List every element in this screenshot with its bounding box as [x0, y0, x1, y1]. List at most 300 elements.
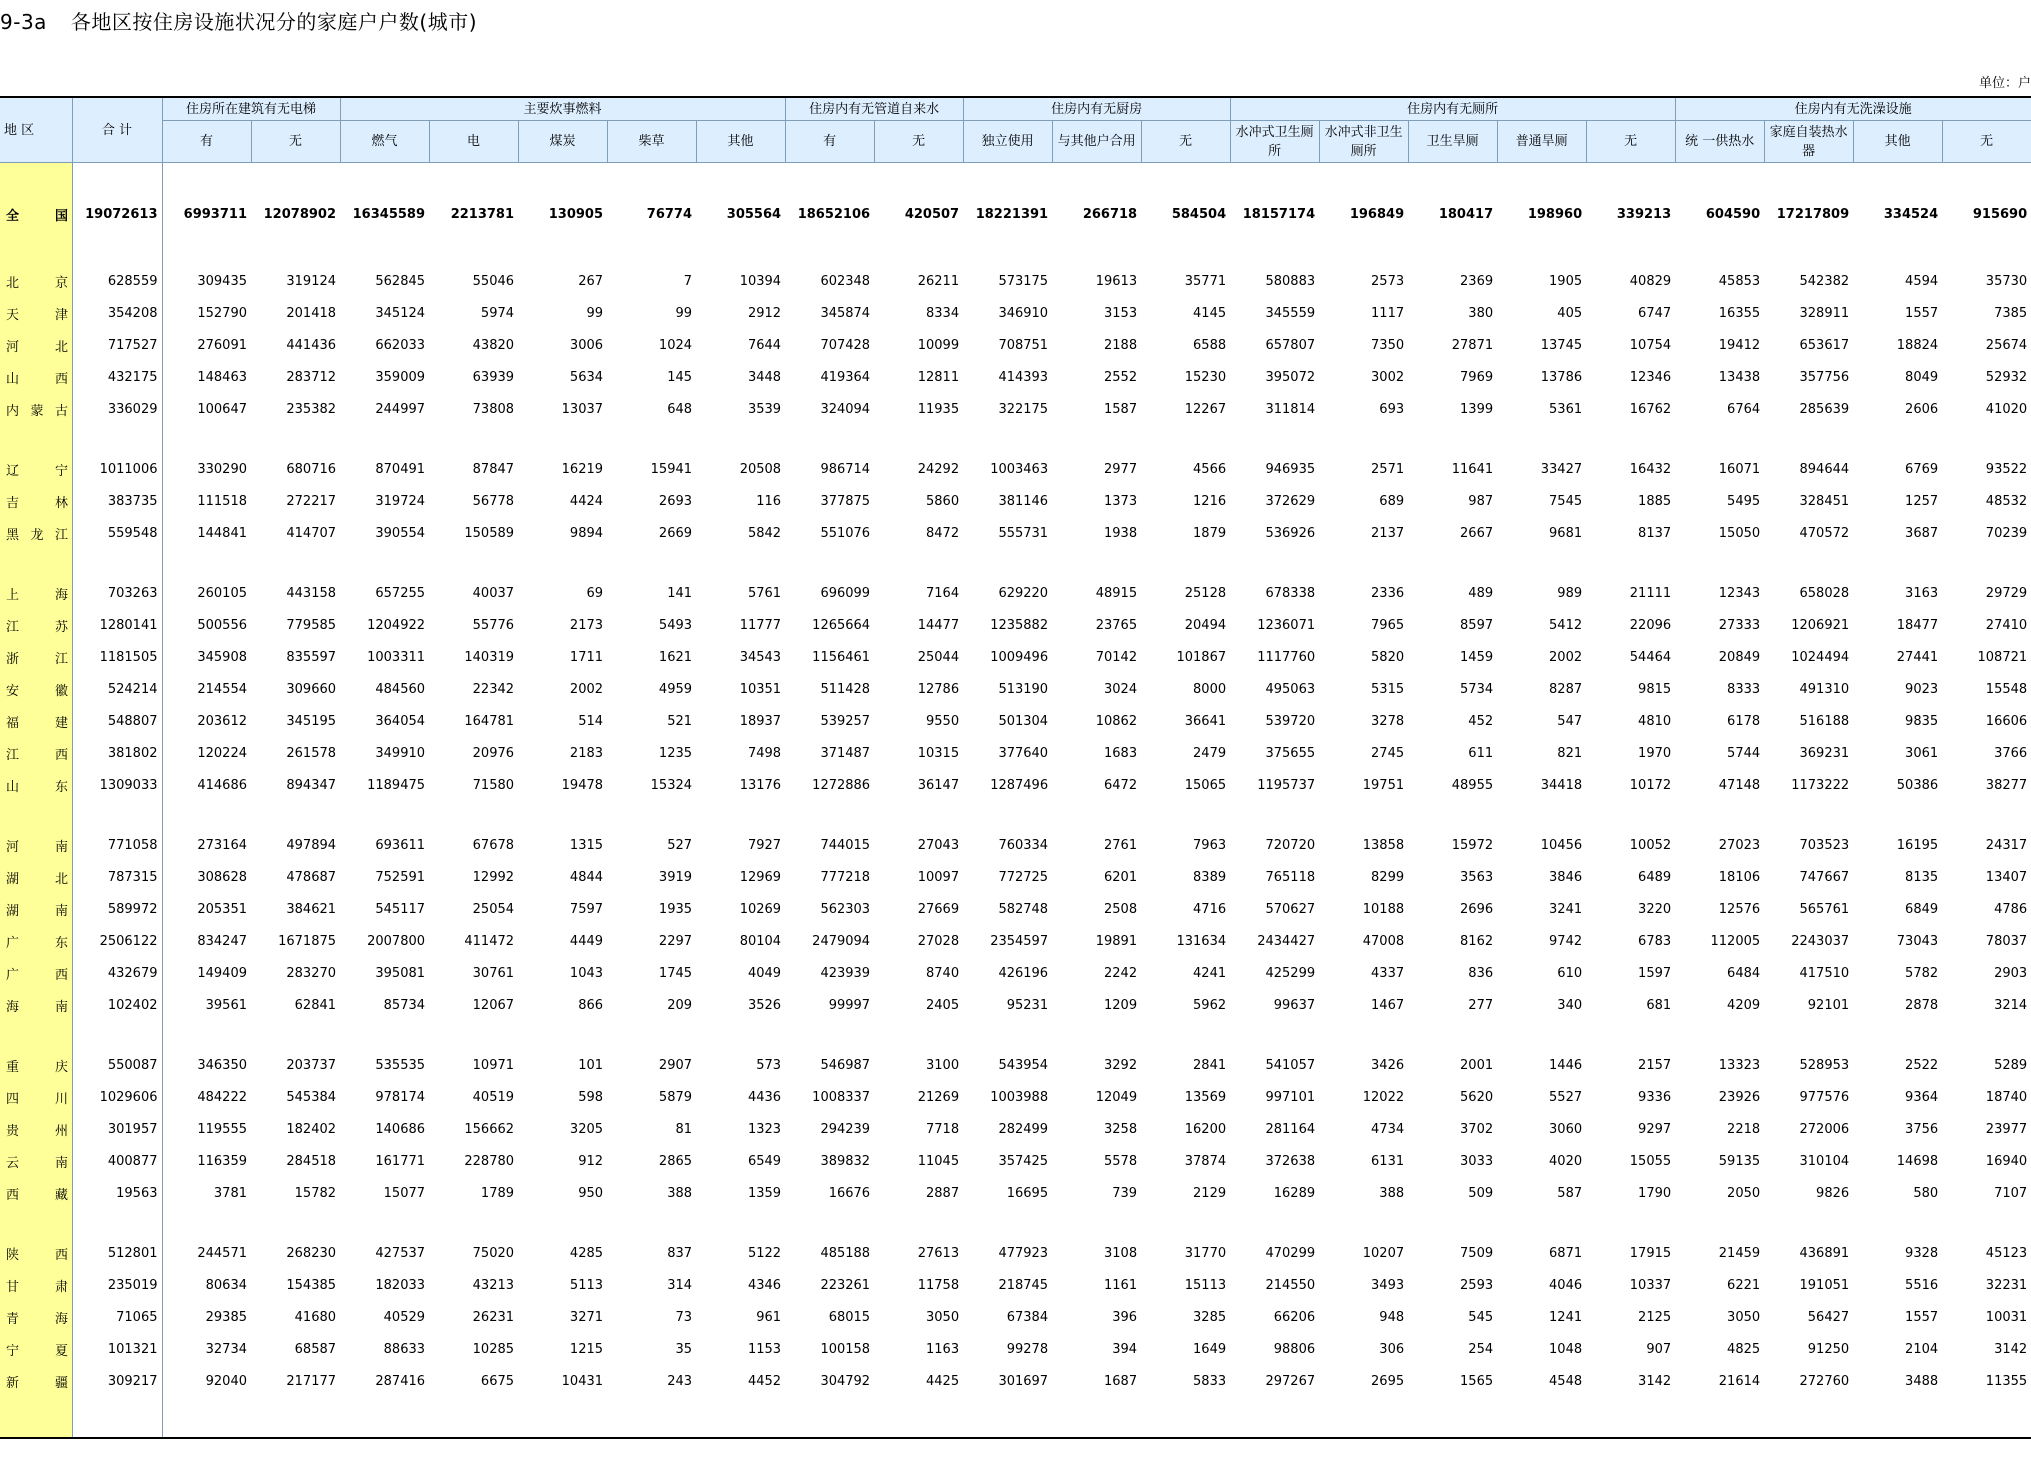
value-cell: 334524: [1883, 206, 1939, 222]
value-cell: 423939: [820, 965, 871, 981]
value-cell: 2434427: [1257, 933, 1316, 949]
value-cell: 371487: [820, 745, 871, 761]
table-row: [0, 641, 2031, 673]
table-row: [0, 609, 2031, 641]
value-cell: 3060: [1549, 1121, 1583, 1137]
value-cell: 521: [667, 713, 693, 729]
subheader-cell: 水冲式卫生厕所: [1230, 121, 1319, 163]
value-cell: 8334: [926, 305, 960, 321]
value-cell: 2667: [1460, 525, 1494, 541]
value-cell: 2903: [1994, 965, 2028, 981]
region-name: 全 国: [6, 208, 68, 224]
header-total: 合 计: [72, 97, 162, 163]
value-cell: 87847: [472, 461, 515, 477]
value-cell: 3563: [1460, 869, 1494, 885]
value-cell: 1935: [658, 901, 693, 917]
value-cell: 528953: [1799, 1057, 1850, 1073]
region-cell: [0, 1237, 72, 1269]
value-cell: 377875: [820, 493, 871, 509]
value-cell: 3526: [747, 997, 782, 1013]
value-cell: 2977: [1104, 461, 1138, 477]
value-cell: 9742: [1549, 933, 1583, 949]
value-cell: 372638: [1265, 1153, 1316, 1169]
group-toilet: 住房内有无厕所: [1230, 97, 1675, 121]
value-cell: 573: [756, 1057, 782, 1073]
value-cell: 4449: [569, 933, 604, 949]
value-cell: 305564: [726, 206, 782, 222]
value-cell: 349910: [375, 745, 426, 761]
value-cell: 8740: [926, 965, 960, 981]
value-cell: 545: [1468, 1309, 1494, 1325]
value-cell: 3781: [213, 1185, 247, 1201]
value-cell: 120224: [197, 745, 247, 761]
group-elevator: 住房所在建筑有无电梯: [162, 97, 340, 121]
value-cell: 681: [1646, 997, 1672, 1013]
region-cell: [0, 829, 72, 861]
value-cell: 10207: [1362, 1245, 1405, 1261]
value-cell: 10456: [1540, 837, 1583, 853]
total-cell: 559548: [72, 517, 162, 549]
value-cell: 15972: [1451, 837, 1494, 853]
value-cell: 10097: [917, 869, 960, 885]
value-cell: 1789: [480, 1185, 515, 1201]
value-cell: 14477: [917, 617, 960, 633]
spacer-row: [0, 549, 2031, 577]
spacer-row: [0, 233, 2031, 265]
value-cell: 281164: [1265, 1121, 1316, 1137]
table-row: [0, 769, 2031, 801]
value-cell: 7: [683, 273, 693, 289]
value-cell: 495063: [1265, 681, 1316, 697]
value-cell: 38277: [1985, 777, 2028, 793]
value-cell: 345195: [286, 713, 337, 729]
value-cell: 4452: [747, 1373, 782, 1389]
value-cell: 6178: [1727, 713, 1761, 729]
value-cell: 2002: [1549, 649, 1583, 665]
value-cell: 2479: [1193, 745, 1227, 761]
value-cell: 73043: [1896, 933, 1939, 949]
region-name: 浙 江: [6, 651, 68, 667]
value-cell: 5634: [569, 369, 604, 385]
region-cell: [0, 453, 72, 485]
value-cell: 772725: [998, 869, 1049, 885]
total-cell: 589972: [72, 893, 162, 925]
value-cell: 414686: [197, 777, 247, 793]
value-cell: 15055: [1629, 1153, 1672, 1169]
value-cell: 16606: [1985, 713, 2028, 729]
value-cell: 491310: [1799, 681, 1850, 697]
value-cell: 2297: [658, 933, 693, 949]
value-cell: 8333: [1727, 681, 1761, 697]
value-cell: 99: [586, 305, 604, 321]
value-cell: 11758: [917, 1277, 960, 1293]
value-cell: 1557: [1905, 305, 1939, 321]
value-cell: 2693: [658, 493, 693, 509]
value-cell: 777218: [820, 869, 871, 885]
value-cell: 18157174: [1242, 206, 1316, 222]
value-cell: 946935: [1265, 461, 1316, 477]
value-cell: 5495: [1727, 493, 1761, 509]
value-cell: 8137: [1638, 525, 1672, 541]
value-cell: 164781: [464, 713, 515, 729]
value-cell: 395081: [375, 965, 426, 981]
table-row: [0, 1145, 2031, 1177]
value-cell: 1879: [1193, 525, 1227, 541]
region-name: 海 南: [6, 999, 68, 1015]
value-cell: 836: [1468, 965, 1494, 981]
value-cell: 375655: [1265, 745, 1316, 761]
value-cell: 5860: [926, 493, 960, 509]
value-cell: 23765: [1095, 617, 1138, 633]
value-cell: 31770: [1184, 1245, 1227, 1261]
value-cell: 273164: [197, 837, 247, 853]
value-cell: 1905: [1549, 273, 1583, 289]
value-cell: 414707: [286, 525, 337, 541]
value-cell: 322175: [998, 401, 1049, 417]
value-cell: 3292: [1104, 1057, 1138, 1073]
subheader-cell: 有: [162, 121, 251, 163]
value-cell: 18937: [739, 713, 782, 729]
value-cell: 27669: [917, 901, 960, 917]
value-cell: 48532: [1985, 493, 2028, 509]
value-cell: 9297: [1638, 1121, 1672, 1137]
value-cell: 10337: [1629, 1277, 1672, 1293]
value-cell: 779585: [286, 617, 337, 633]
value-cell: 359009: [375, 369, 426, 385]
value-cell: 285639: [1799, 401, 1850, 417]
table-row: [0, 673, 2031, 705]
value-cell: 21269: [917, 1089, 960, 1105]
value-cell: 99997: [828, 997, 871, 1013]
region-name: 四 川: [6, 1091, 68, 1107]
subheader-cell: 煤炭: [518, 121, 607, 163]
total-cell: 512801: [72, 1237, 162, 1269]
region-cell: [0, 1301, 72, 1333]
value-cell: 545384: [286, 1089, 337, 1105]
value-cell: 9328: [1905, 1245, 1939, 1261]
value-cell: 112005: [1710, 933, 1761, 949]
value-cell: 3766: [1994, 745, 2028, 761]
value-cell: 182402: [286, 1121, 337, 1137]
region-name: 重 庆: [6, 1059, 68, 1075]
value-cell: 283712: [286, 369, 337, 385]
region-name: 上 海: [6, 587, 68, 603]
value-cell: 9336: [1638, 1089, 1672, 1105]
group-bath: 住房内有无洗澡设施: [1675, 97, 2031, 121]
value-cell: 5962: [1193, 997, 1227, 1013]
value-cell: 16940: [1985, 1153, 2028, 1169]
total-cell: 2506122: [72, 925, 162, 957]
value-cell: 1265664: [812, 617, 871, 633]
value-cell: 977576: [1799, 1089, 1850, 1105]
value-cell: 345559: [1265, 305, 1316, 321]
value-cell: 4810: [1638, 713, 1672, 729]
value-cell: 396: [1112, 1309, 1138, 1325]
value-cell: 1209: [1104, 997, 1138, 1013]
value-cell: 67678: [472, 837, 515, 853]
value-cell: 100158: [820, 1341, 871, 1357]
value-cell: 76774: [646, 206, 693, 222]
table-row: [0, 1269, 2031, 1301]
value-cell: 565761: [1799, 901, 1850, 917]
value-cell: 1236071: [1257, 617, 1316, 633]
total-cell: 548807: [72, 705, 162, 737]
region-cell: [0, 1145, 72, 1177]
value-cell: 6849: [1905, 901, 1939, 917]
region-name: 广 西: [6, 967, 68, 983]
value-cell: 267: [578, 273, 604, 289]
value-cell: 2508: [1104, 901, 1138, 917]
value-cell: 306: [1379, 1341, 1405, 1357]
value-cell: 29729: [1985, 585, 2028, 601]
value-cell: 443158: [286, 585, 337, 601]
value-cell: 562845: [375, 273, 426, 289]
spacer-row: [0, 801, 2031, 829]
region-name: 河 南: [6, 839, 68, 855]
value-cell: 156662: [464, 1121, 515, 1137]
region-name: 西 藏: [6, 1187, 68, 1203]
value-cell: 7965: [1371, 617, 1405, 633]
value-cell: 10285: [472, 1341, 515, 1357]
value-cell: 3002: [1371, 369, 1405, 385]
value-cell: 9681: [1549, 525, 1583, 541]
value-cell: 33427: [1540, 461, 1583, 477]
region-name: 云 南: [6, 1155, 68, 1171]
value-cell: 8472: [926, 525, 960, 541]
value-cell: 1241: [1549, 1309, 1583, 1325]
value-cell: 546987: [820, 1057, 871, 1073]
value-cell: 6747: [1638, 305, 1672, 321]
value-cell: 1790: [1638, 1185, 1672, 1201]
value-cell: 43820: [472, 337, 515, 353]
value-cell: 80104: [739, 933, 782, 949]
value-cell: 527: [667, 837, 693, 853]
value-cell: 3241: [1549, 901, 1583, 917]
value-cell: 15941: [650, 461, 693, 477]
value-cell: 92101: [1807, 997, 1850, 1013]
value-cell: 8135: [1905, 869, 1939, 885]
value-cell: 141: [667, 585, 693, 601]
subheader-cell: 电: [429, 121, 518, 163]
value-cell: 140319: [464, 649, 515, 665]
value-cell: 3756: [1905, 1121, 1939, 1137]
value-cell: 10269: [739, 901, 782, 917]
value-cell: 3108: [1104, 1245, 1138, 1261]
value-cell: 3488: [1905, 1373, 1939, 1389]
region-cell: [0, 989, 72, 1021]
value-cell: 43213: [472, 1277, 515, 1293]
value-cell: 13407: [1985, 869, 2028, 885]
value-cell: 381146: [998, 493, 1049, 509]
region-cell: [0, 393, 72, 425]
value-cell: 116: [756, 493, 782, 509]
value-cell: 182033: [375, 1277, 426, 1293]
table-row: [0, 195, 2031, 233]
value-cell: 394: [1112, 1341, 1138, 1357]
region-cell: [0, 1333, 72, 1365]
value-cell: 2841: [1193, 1057, 1227, 1073]
value-cell: 66206: [1273, 1309, 1316, 1325]
value-cell: 12343: [1718, 585, 1761, 601]
region-name: 河 北: [6, 339, 68, 355]
value-cell: 5620: [1460, 1089, 1494, 1105]
value-cell: 16676: [828, 1185, 871, 1201]
table-row: [0, 957, 2031, 989]
value-cell: 36147: [917, 777, 960, 793]
value-cell: 12992: [472, 869, 515, 885]
value-cell: 5842: [747, 525, 782, 541]
value-cell: 2669: [658, 525, 693, 541]
value-cell: 987: [1468, 493, 1494, 509]
value-cell: 297267: [1265, 1373, 1316, 1389]
value-cell: 2001: [1460, 1057, 1494, 1073]
value-cell: 16432: [1629, 461, 1672, 477]
table-row: [0, 517, 2031, 549]
value-cell: 2050: [1727, 1185, 1761, 1201]
table-row: [0, 893, 2031, 925]
value-cell: 7545: [1549, 493, 1583, 509]
value-cell: 2213781: [450, 206, 515, 222]
value-cell: 217177: [286, 1373, 337, 1389]
total-cell: 336029: [72, 393, 162, 425]
subheader-cell: 燃气: [340, 121, 429, 163]
value-cell: 602348: [820, 273, 871, 289]
value-cell: 308628: [197, 869, 247, 885]
value-cell: 34418: [1540, 777, 1583, 793]
value-cell: 16345589: [352, 206, 426, 222]
value-cell: 411472: [464, 933, 515, 949]
value-cell: 15077: [383, 1185, 426, 1201]
subheader-cell: 柴草: [607, 121, 696, 163]
total-cell: 787315: [72, 861, 162, 893]
spacer-row: [0, 1209, 2031, 1237]
value-cell: 287416: [375, 1373, 426, 1389]
value-cell: 3278: [1371, 713, 1405, 729]
value-cell: 5113: [569, 1277, 604, 1293]
value-cell: 821: [1557, 745, 1583, 761]
value-cell: 12022: [1362, 1089, 1405, 1105]
value-cell: 707428: [820, 337, 871, 353]
value-cell: 4844: [569, 869, 604, 885]
value-cell: 78037: [1985, 933, 2028, 949]
value-cell: 11935: [917, 401, 960, 417]
value-cell: 1257: [1905, 493, 1939, 509]
value-cell: 328911: [1799, 305, 1850, 321]
value-cell: 8162: [1460, 933, 1494, 949]
region-name: 天 津: [6, 307, 68, 323]
value-cell: 13858: [1362, 837, 1405, 853]
region-cell: [0, 957, 72, 989]
value-cell: 5516: [1905, 1277, 1939, 1293]
subheader-cell: 独立使用: [963, 121, 1052, 163]
value-cell: 35730: [1985, 273, 2028, 289]
region-name: 福 建: [6, 715, 68, 731]
value-cell: 5879: [658, 1089, 693, 1105]
value-cell: 10862: [1095, 713, 1138, 729]
value-cell: 1173222: [1791, 777, 1850, 793]
value-cell: 16695: [1006, 1185, 1049, 1201]
value-cell: 9023: [1905, 681, 1939, 697]
value-cell: 20508: [739, 461, 782, 477]
value-cell: 866: [578, 997, 604, 1013]
table-row: [0, 737, 2031, 769]
value-cell: 1399: [1460, 401, 1494, 417]
value-cell: 5974: [480, 305, 515, 321]
table-row: [0, 453, 2031, 485]
value-cell: 477923: [998, 1245, 1049, 1261]
value-cell: 6472: [1104, 777, 1138, 793]
value-cell: 7509: [1460, 1245, 1494, 1261]
value-cell: 10315: [917, 745, 960, 761]
value-cell: 9550: [926, 713, 960, 729]
value-cell: 59135: [1718, 1153, 1761, 1169]
value-cell: 6221: [1727, 1277, 1761, 1293]
value-cell: 88633: [383, 1341, 426, 1357]
value-cell: 13176: [739, 777, 782, 793]
value-cell: 1649: [1193, 1341, 1227, 1357]
value-cell: 1235882: [990, 617, 1049, 633]
value-cell: 12346: [1629, 369, 1672, 385]
value-cell: 67384: [1006, 1309, 1049, 1325]
value-cell: 101: [578, 1057, 604, 1073]
value-cell: 1597: [1638, 965, 1672, 981]
value-cell: 610: [1557, 965, 1583, 981]
value-cell: 228780: [464, 1153, 515, 1169]
value-cell: 2912: [747, 305, 782, 321]
value-cell: 8049: [1905, 369, 1939, 385]
value-cell: 13037: [561, 401, 604, 417]
value-cell: 294239: [820, 1121, 871, 1137]
value-cell: 12267: [1184, 401, 1227, 417]
value-cell: 12969: [739, 869, 782, 885]
value-cell: 7350: [1371, 337, 1405, 353]
table-row: [0, 1113, 2031, 1145]
value-cell: 17915: [1629, 1245, 1672, 1261]
value-cell: 218745: [998, 1277, 1049, 1293]
value-cell: 4594: [1905, 273, 1939, 289]
region-cell: [0, 297, 72, 329]
value-cell: 484560: [375, 681, 426, 697]
value-cell: 1235: [658, 745, 693, 761]
table-row: [0, 361, 2031, 393]
value-cell: 978174: [375, 1089, 426, 1105]
value-cell: 678338: [1265, 585, 1316, 601]
region-name: 湖 北: [6, 871, 68, 887]
value-cell: 48915: [1095, 585, 1138, 601]
total-cell: 102402: [72, 989, 162, 1021]
subheader-cell: 无: [1141, 121, 1230, 163]
value-cell: 539720: [1265, 713, 1316, 729]
value-cell: 4548: [1549, 1373, 1583, 1389]
value-cell: 3050: [926, 1309, 960, 1325]
value-cell: 997101: [1265, 1089, 1316, 1105]
table-row: [0, 265, 2031, 297]
value-cell: 93522: [1985, 461, 2028, 477]
table-row: [0, 393, 2031, 425]
value-cell: 17217809: [1776, 206, 1850, 222]
value-cell: 1003311: [367, 649, 426, 665]
value-cell: 328451: [1799, 493, 1850, 509]
value-cell: 29385: [205, 1309, 247, 1325]
value-cell: 961: [756, 1309, 782, 1325]
region-cell: [0, 329, 72, 361]
total-cell: 400877: [72, 1145, 162, 1177]
data-table: [0, 96, 2031, 1439]
value-cell: 56778: [472, 493, 515, 509]
value-cell: 4241: [1193, 965, 1227, 981]
region-cell: [0, 641, 72, 673]
value-cell: 6769: [1905, 461, 1939, 477]
